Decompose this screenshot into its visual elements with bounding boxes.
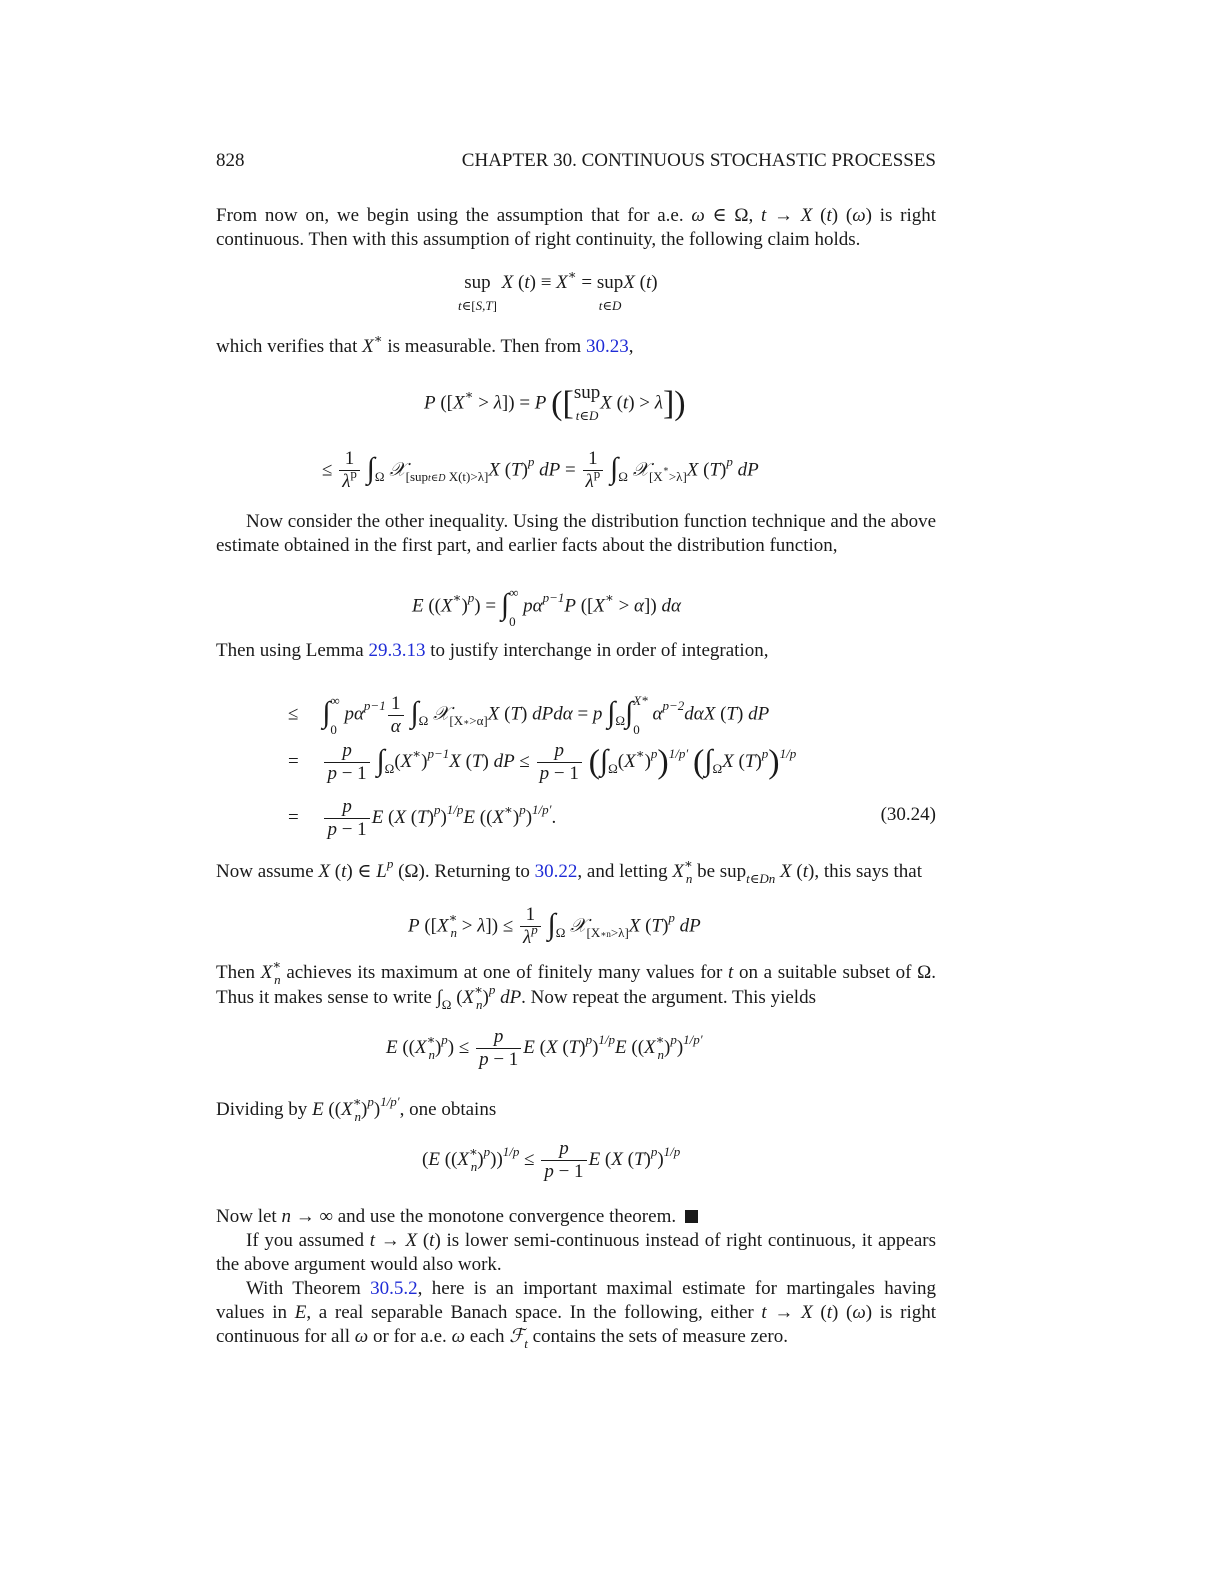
ref-lemma-29-3-13[interactable]: 29.3.13 bbox=[368, 640, 426, 661]
equation-sup-claim: sup t∈[S,T] X (t) ≡ X∗ = sup t∈DX (t) bbox=[458, 267, 658, 313]
ref-30-22[interactable]: 30.22 bbox=[534, 861, 578, 882]
paragraph-lemma bbox=[216, 639, 936, 663]
equation-prob-sup: P ([X∗ > λ]) = P ([sup t∈DX (t) > λ]) bbox=[424, 382, 686, 423]
equation-number: (30.24) bbox=[880, 804, 936, 825]
equation-yields: E $((X^∗_n)^p)$ ≤ $\frac{p}{p - 1}$ E (X $(T)^p)^{1/p}E$ $((X^∗_n)^p)^{1/p'}$ bbox=[386, 1026, 703, 1070]
equation-line-1: ≤ ∫∞ 0 $p\alpha^{p-1}$ $\frac{1}{\alpha}$ $\int_\Omega$ 𝒳$_{[X∗>\alpha]}$X (T) dPdα = p $\int_\Omega\int X*$ 0 $\alpha^{p-2}d\alpha X$ (T) dP bbox=[288, 692, 770, 737]
paragraph-other-inequality: Now consider the other inequality. Using the distribution function technique and the above estimate obtained in the first part, and earlier facts about the distribution function, bbox=[216, 511, 936, 556]
paragraph-limit: Now let n → ∞ and use the monotone convergence theorem. bbox=[216, 1205, 936, 1229]
paragraph-achieves: Then $X^∗_n$ achieves its maximum at one of finitely many values for t on a suitable subset of Ω. Thus it makes sense to write $\int_\Omega$ $(X^∗_n)^p$ dP. Now repeat the argument. This yields bbox=[216, 957, 936, 1012]
paragraph-measurable: which verifies that X∗ is measurable. Then from 30.23, bbox=[216, 331, 634, 357]
equation-line-2: = $\frac{p}{p - 1}$ $\int_\Omega(X^∗)^{p-1}X$ (T) dP ≤ $\frac{p}{p - 1}$ $(\int_\Omega(X^∗)^p)^{1/p'}$ ($\int_\Omega X$ $(T)^p)^{1/p}$ bbox=[288, 740, 797, 784]
ref-theorem-30-5-2[interactable]: 30.5.2 bbox=[370, 1278, 418, 1299]
lemma-suffix: to justify interchange in order of integration, bbox=[425, 640, 769, 661]
paragraph-dividing: Dividing by E $((X^∗_n)^p)^{1/p'}$, one obtains bbox=[216, 1094, 497, 1124]
equation-result: (E $((X^∗_n)^p))^{1/p}$ ≤ $\frac{p}{p - 1}$ E (X $(T)^p)^{1/p}$ bbox=[422, 1138, 681, 1182]
paragraph-theorem: With Theorem 30.5.2, here is an important maximal estimate for martingales having values in E, a real separable Banach space. In the following, either t → X (t) (ω) is right continuous for all ω or for a.e. ω each ℱ$_t$ contains the sets of measure zero. bbox=[216, 1278, 937, 1351]
qed-icon bbox=[685, 1210, 698, 1223]
ref-30-23[interactable]: 30.23 bbox=[585, 336, 629, 357]
page-header bbox=[216, 150, 936, 172]
page-number: 828 bbox=[216, 150, 245, 171]
paragraph-lower-semi: If you assumed t → X (t) is lower semi-continuous instead of right continuous, it appears the above argument would also work. bbox=[216, 1230, 937, 1275]
equation-prob-n: P $([X^∗_n > \lambda])$ ≤ $\frac{1}{\lambda^p}$ $\int_\Omega$ 𝒳$_{[X∗n>\lambda]}$X $(T)^p$ dP bbox=[408, 904, 701, 948]
equation-line-3: = $\frac{p}{p - 1}$ E (X $(T)^p)^{1/p}E$ $((X^∗)^p)^{1/p'}$. (30.24) bbox=[288, 796, 936, 840]
lemma-prefix: Then using Lemma bbox=[216, 640, 369, 661]
paragraph-assume: Now assume X (t) ∈ $L^p$ (Ω). Returning to 30.22, and letting $X^∗_n$ be sup$_{t\in Dn}$ X (t), this says that bbox=[216, 856, 922, 886]
chapter-title: CHAPTER 30. CONTINUOUS STOCHASTIC PROCESSES bbox=[461, 150, 936, 171]
paragraph-intro: From now on, we begin using the assumption that for a.e. ω ∈ Ω, t → X (t) (ω) is right continuous. Then with this assumption of right continuity, the following claim holds. bbox=[216, 205, 937, 250]
equation-expectation: E $((X^∗)^p)$ = ∫∞ 0 $p\alpha^{p-1}P$ ([X∗ > α]) dα bbox=[412, 585, 681, 629]
equation-bound: ≤ $\frac{1}{\lambda^p}$ $\int_\Omega$ 𝒳$_{[supt\in D X(t)>\lambda]}$X $(T)^p$ dP = $\frac{1}{\lambda^p}$ $\int_\Omega$ 𝒳$_{[X^∗>\lambda]}$X $(T)^p$ dP bbox=[322, 448, 759, 492]
